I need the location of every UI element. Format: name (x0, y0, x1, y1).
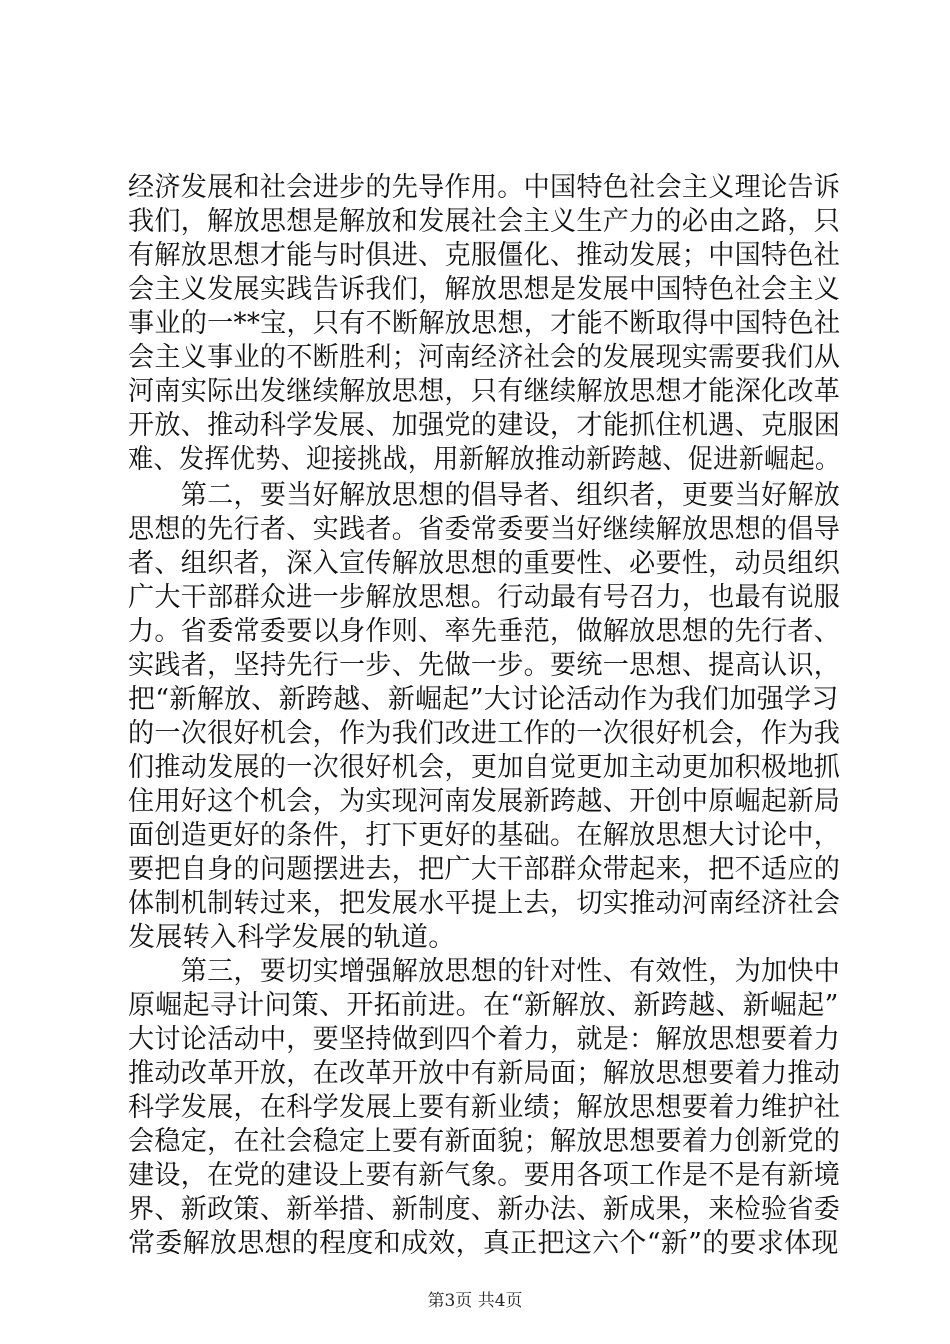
text-line: 推动改革开放，在改革开放中有新局面；解放思想要着力推动 (128, 1058, 841, 1089)
text-line: 面创造更好的条件，打下更好的基础。在解放思想大讨论中， (128, 820, 841, 851)
text-line: 广大干部群众进一步解放思想。行动最有号召力，也最有说服 (128, 582, 841, 613)
text-line: 会稳定，在社会稳定上要有新面貌；解放思想要着力创新党的 (128, 1126, 841, 1157)
text-line: 会主义事业的不断胜利；河南经济社会的发展现实需要我们从 (128, 342, 841, 373)
text-line: 的一次很好机会，作为我们改进工作的一次很好机会，作为我 (128, 718, 841, 749)
text-line: 河南实际出发继续解放思想，只有继续解放思想才能深化改革 (128, 376, 841, 407)
text-line: 界、新政策、新举措、新制度、新办法、新成果，来检验省委 (128, 1194, 841, 1225)
text-line: 发展转入科学发展的轨道。 (128, 922, 456, 953)
text-line: 大讨论活动中，要坚持做到四个着力，就是：解放思想要着力 (128, 1024, 841, 1055)
text-line: 们推动发展的一次很好机会，更加自觉更加主动更加积极地抓 (128, 752, 841, 783)
text-line: 建设，在党的建设上要有新气象。要用各项工作是不是有新境 (128, 1160, 841, 1191)
text-line: 思想的先行者、实践者。省委常委要当好继续解放思想的倡导 (128, 514, 841, 545)
text-line: 力。省委常委要以身作则、率先垂范，做解放思想的先行者、 (128, 616, 841, 647)
text-line: 事业的一**宝，只有不断解放思想，才能不断取得中国特色社 (128, 308, 841, 339)
text-line: 有解放思想才能与时俱进、克服僵化、推动发展；中国特色社 (128, 240, 841, 271)
text-line: 体制机制转过来，把发展水平提上去，切实推动河南经济社会 (128, 888, 841, 919)
text-line: 要把自身的问题摆进去，把广大干部群众带起来，把不适应的 (128, 854, 841, 885)
text-line: 者、组织者，深入宣传解放思想的重要性、必要性，动员组织 (128, 548, 841, 579)
text-line: 实践者，坚持先行一步、先做一步。要统一思想、提高认识， (128, 650, 841, 681)
text-line: 住用好这个机会，为实现河南发展新跨越、开创中原崛起新局 (128, 786, 841, 817)
text-line: 难、发挥优势、迎接挑战，用新解放推动新跨越、促进新崛起。 (128, 444, 841, 475)
text-line: 我们，解放思想是解放和发展社会主义生产力的必由之路，只 (128, 206, 841, 237)
text-line: 经济发展和社会进步的先导作用。中国特色社会主义理论告诉 (128, 172, 841, 203)
text-line: 第三，要切实增强解放思想的针对性、有效性，为加快中 (128, 956, 841, 987)
text-line: 会主义发展实践告诉我们，解放思想是发展中国特色社会主义 (128, 274, 841, 305)
text-line: 第二，要当好解放思想的倡导者、组织者，更要当好解放 (128, 480, 841, 511)
text-line: 原崛起寻计问策、开拓前进。在“新解放、新跨越、新崛起” (128, 990, 839, 1021)
page-footer: 第3页 共4页 (427, 1291, 523, 1311)
text-line: 把“新解放、新跨越、新崛起”大讨论活动作为我们加强学习 (128, 684, 839, 715)
text-line: 开放、推动科学发展、加强党的建设，才能抓住机遇、克服困 (128, 410, 841, 441)
text-line: 科学发展，在科学发展上要有新业绩；解放思想要着力维护社 (128, 1092, 841, 1123)
text-line: 常委解放思想的程度和成效，真正把这六个“新”的要求体现 (128, 1228, 839, 1259)
